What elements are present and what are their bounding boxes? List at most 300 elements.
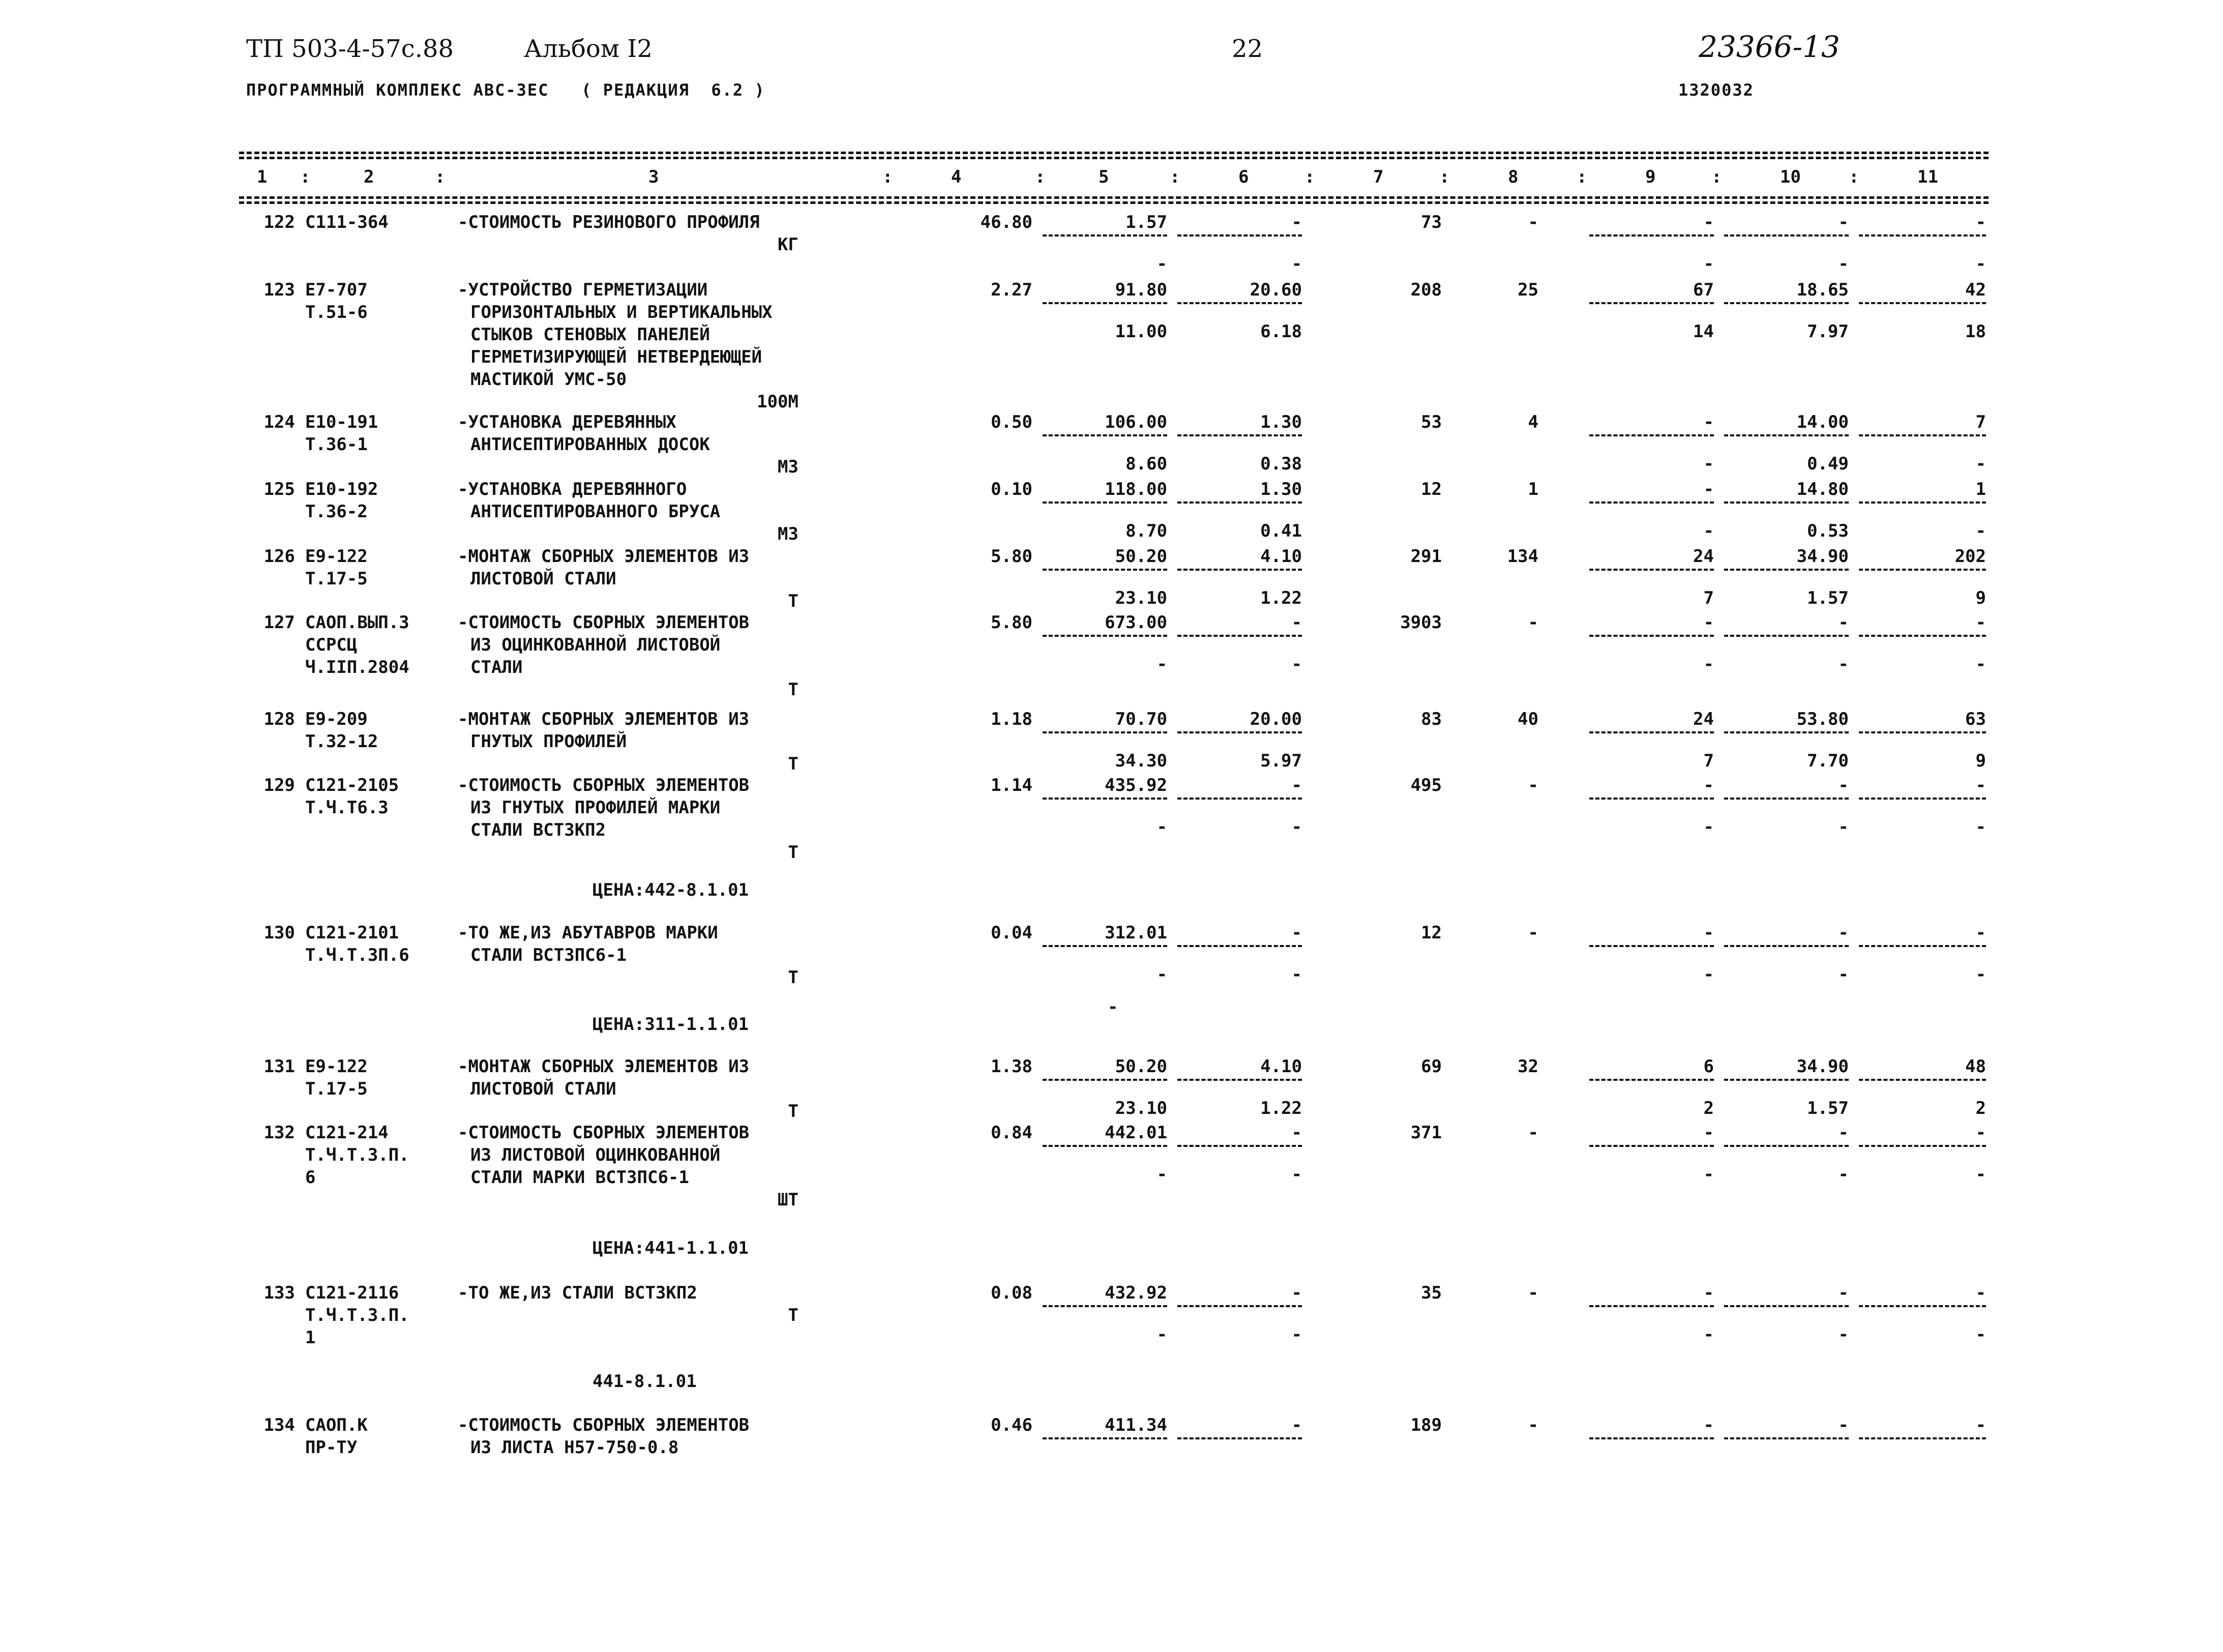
row-description: СТАЛИ — [470, 657, 523, 677]
value-c10: - — [1838, 1123, 1849, 1143]
cost-underline — [1177, 635, 1302, 637]
cost-underline — [1043, 1305, 1167, 1307]
value-c6: 20.00 — [1250, 709, 1302, 729]
value-c7: 69 — [1421, 1056, 1442, 1077]
value-c9: 67 — [1693, 280, 1714, 300]
value-c9: - — [1703, 412, 1714, 432]
row-code: С121-214 — [305, 1123, 389, 1143]
row-code: Е10-191 — [305, 412, 378, 432]
value-c5: 411.34 — [1105, 1415, 1167, 1435]
value-c5: 50.20 — [1115, 546, 1167, 567]
row-description: МАСТИКОЙ УМС-50 — [470, 369, 627, 390]
wage-underline — [1724, 434, 1849, 436]
value-c5b: 11.00 — [1115, 321, 1167, 342]
row-code: С111-364 — [305, 212, 389, 232]
value-c5b: - — [1157, 254, 1167, 274]
value-c11b: - — [1975, 1324, 1986, 1345]
value-c6: - — [1291, 1283, 1302, 1303]
row-code: Т.17-5 — [305, 1079, 368, 1099]
row-code: ПР-ТУ — [305, 1437, 358, 1458]
price-line: ЦЕНА:311-1.1.01 — [592, 1014, 749, 1035]
cost-underline — [1043, 945, 1167, 947]
col-7: 7 — [1373, 167, 1384, 187]
value-c6: - — [1291, 1123, 1302, 1143]
table-top-rule-2 — [239, 157, 1989, 159]
row-number: 130 — [263, 923, 295, 943]
row-code: Т.17-5 — [305, 569, 368, 589]
value-c7: 12 — [1421, 923, 1442, 943]
row-number: 124 — [263, 412, 295, 432]
row-description: ИЗ ЛИСТОВОЙ ОЦИНКОВАННОЙ — [470, 1145, 721, 1165]
col-3: 3 — [648, 167, 659, 187]
col-10: 10 — [1780, 167, 1801, 187]
value-c8: 32 — [1518, 1056, 1538, 1077]
row-description: -СТОИМОСТЬ СБОРНЫХ ЭЛЕМЕНТОВ — [458, 612, 750, 633]
row-code: Т.36-1 — [305, 434, 368, 455]
project-code: ТП 503-4-57с.88 — [246, 35, 454, 63]
value-c5b: 8.60 — [1125, 454, 1167, 474]
wage-underline — [1589, 1145, 1714, 1147]
value-c6b: - — [1291, 817, 1302, 837]
cost-underline — [1177, 945, 1302, 947]
row-code: Т.Ч.Т.3.П. — [305, 1145, 409, 1165]
row-description: ИЗ ОЦИНКОВАННОЙ ЛИСТОВОЙ — [470, 635, 721, 655]
value-c11: 42 — [1965, 280, 1986, 300]
column-header-row: 1 : 2 : 3 : 4 : 5 : 6 : 7 : 8 : 9 : 10 : 11 — [257, 167, 1938, 187]
row-description: -СТОИМОСТЬ СБОРНЫХ ЭЛЕМЕНТОВ — [458, 1123, 750, 1143]
value-c8: 4 — [1528, 412, 1538, 432]
wage-underline — [1589, 798, 1714, 800]
wage-underline — [1724, 1437, 1849, 1439]
value-c4: 0.50 — [991, 412, 1032, 432]
value-c7: 371 — [1410, 1123, 1442, 1143]
value-c9: 24 — [1693, 546, 1714, 567]
value-c10b: - — [1838, 1324, 1849, 1345]
value-c7: 35 — [1421, 1283, 1442, 1303]
value-c10b: 7.97 — [1807, 321, 1849, 342]
wage-underline — [1589, 635, 1714, 637]
row-unit: КГ — [778, 234, 798, 255]
cost-underline — [1043, 434, 1167, 436]
value-c6b: 6.18 — [1260, 321, 1302, 342]
value-c5: 435.92 — [1105, 775, 1167, 795]
value-c9: - — [1703, 1415, 1714, 1435]
value-c8: 134 — [1507, 546, 1538, 567]
wage-underline — [1589, 501, 1714, 504]
value-c4: 1.14 — [991, 775, 1032, 795]
wage-underline — [1724, 302, 1849, 304]
value-c5: 1.57 — [1125, 212, 1167, 232]
row-unit: ШТ — [778, 1190, 798, 1210]
cost-underline — [1177, 569, 1302, 571]
row-description: -ТО ЖЕ,ИЗ СТАЛИ ВСТ3КП2 — [458, 1283, 697, 1303]
value-c11b: 18 — [1965, 321, 1986, 342]
wage-underline — [1859, 1305, 1986, 1307]
row-unit: Т — [788, 591, 798, 611]
cost-underline — [1043, 302, 1167, 304]
cost-underline — [1177, 302, 1302, 304]
value-c9b: - — [1703, 964, 1714, 985]
value-c9b: - — [1703, 654, 1714, 674]
value-c5b: - — [1157, 654, 1167, 674]
cost-underline — [1043, 1145, 1167, 1147]
value-c10: 53.80 — [1796, 709, 1849, 729]
cost-underline — [1043, 234, 1167, 237]
wage-underline — [1859, 302, 1986, 304]
value-c11b: - — [1975, 1164, 1986, 1185]
row-unit: М3 — [778, 524, 798, 544]
value-c8: - — [1528, 1283, 1538, 1303]
value-c10: - — [1838, 923, 1849, 943]
value-c6: 1.30 — [1260, 412, 1302, 432]
row-unit: Т — [788, 1101, 798, 1122]
value-c9b: 7 — [1703, 588, 1714, 608]
cost-underline — [1043, 501, 1167, 504]
row-description: -СТОИМОСТЬ СБОРНЫХ ЭЛЕМЕНТОВ — [458, 1415, 750, 1435]
wage-underline — [1724, 731, 1849, 733]
value-c11: - — [1975, 923, 1986, 943]
col-11: 11 — [1917, 167, 1938, 187]
value-c10b: 1.57 — [1807, 588, 1849, 608]
value-c11b: - — [1975, 454, 1986, 474]
value-c4: 46.80 — [980, 212, 1032, 232]
value-c8: - — [1528, 775, 1538, 795]
value-c5: 70.70 — [1115, 709, 1167, 729]
value-c11b: - — [1975, 521, 1986, 541]
wage-underline — [1859, 569, 1986, 571]
program-line: ПРОГРАММНЫЙ КОМПЛЕКС АВС-3ЕС ( РЕДАКЦИЯ 6.2 ) — [246, 80, 765, 100]
row-code: Е9-122 — [305, 546, 368, 567]
value-c8: - — [1528, 1415, 1538, 1435]
value-c10: - — [1838, 775, 1849, 795]
wage-underline — [1724, 635, 1849, 637]
value-c5b: 23.10 — [1115, 1098, 1167, 1118]
value-c6: 1.30 — [1260, 479, 1302, 499]
value-c11: - — [1975, 775, 1986, 795]
wage-underline — [1724, 234, 1849, 237]
wage-underline — [1589, 569, 1714, 571]
row-description: -УСТАНОВКА ДЕРЕВЯННЫХ — [458, 412, 676, 432]
table-top-rule — [239, 152, 1989, 154]
price-line: ЦЕНА:441-1.1.01 — [592, 1238, 749, 1258]
value-c11: - — [1975, 1283, 1986, 1303]
value-c5b: - — [1157, 817, 1167, 837]
value-c9: - — [1703, 1123, 1714, 1143]
value-c11: 63 — [1965, 709, 1986, 729]
value-c8: 1 — [1528, 479, 1538, 499]
cost-underline — [1177, 1079, 1302, 1081]
row-code: Е7-707 — [305, 280, 368, 300]
value-c10: - — [1838, 1283, 1849, 1303]
col-1: 1 — [257, 167, 268, 187]
row-code: САОП.К — [305, 1415, 368, 1435]
value-c8: - — [1528, 923, 1538, 943]
value-c4: 0.08 — [991, 1283, 1032, 1303]
wage-underline — [1724, 501, 1849, 504]
row-unit: Т — [788, 680, 798, 700]
value-c7: 189 — [1410, 1415, 1442, 1435]
stray-dash: - — [1108, 997, 1118, 1017]
wage-underline — [1859, 501, 1986, 504]
value-c6b: 1.22 — [1260, 588, 1302, 608]
value-c9b: - — [1703, 254, 1714, 274]
value-c11b: - — [1975, 254, 1986, 274]
value-c7: 53 — [1421, 412, 1442, 432]
value-c6b: 1.22 — [1260, 1098, 1302, 1118]
row-description: АНТИСЕПТИРОВАННЫХ ДОСОК — [470, 434, 710, 455]
row-unit: Т — [788, 842, 798, 863]
value-c4: 1.18 — [991, 709, 1032, 729]
value-c11: 7 — [1975, 412, 1986, 432]
row-description: СТАЛИ МАРКИ ВСТ3ПС6-1 — [470, 1167, 689, 1188]
wage-underline — [1589, 434, 1714, 436]
row-code: Т.36-2 — [305, 501, 368, 522]
col-2: 2 — [364, 167, 374, 187]
col-8: 8 — [1508, 167, 1519, 187]
value-c10b: 7.70 — [1807, 751, 1849, 771]
page-number: 22 — [1232, 35, 1263, 63]
cost-underline — [1043, 569, 1167, 571]
row-number: 131 — [263, 1056, 295, 1077]
row-code: Т.Ч.Т.3П.6 — [305, 945, 409, 965]
row-description: -УСТАНОВКА ДЕРЕВЯННОГО — [458, 479, 687, 499]
row-unit: Т — [788, 967, 798, 988]
wage-underline — [1589, 234, 1714, 237]
wage-underline — [1859, 1145, 1986, 1147]
row-number: 132 — [263, 1123, 295, 1143]
value-c4: 0.10 — [991, 479, 1032, 499]
row-description: СТЫКОВ СТЕНОВЫХ ПАНЕЛЕЙ — [470, 324, 710, 345]
row-code: Ч.IIП.2804 — [305, 657, 409, 677]
value-c6: 4.10 — [1260, 546, 1302, 567]
cost-underline — [1177, 1305, 1302, 1307]
row-description: СТАЛИ ВСТ3ПС6-1 — [470, 945, 627, 965]
row-description: ИЗ ГНУТЫХ ПРОФИЛЕЙ МАРКИ — [470, 798, 721, 818]
value-c6b: 0.38 — [1260, 454, 1302, 474]
value-c11: - — [1975, 612, 1986, 633]
row-description: -МОНТАЖ СБОРНЫХ ЭЛЕМЕНТОВ ИЗ — [458, 1056, 750, 1077]
row-code: Т.51-6 — [305, 302, 368, 322]
cost-underline — [1043, 731, 1167, 733]
value-c5: 91.80 — [1115, 280, 1167, 300]
value-c10: 34.90 — [1796, 1056, 1849, 1077]
row-number: 133 — [263, 1283, 295, 1303]
wage-underline — [1589, 731, 1714, 733]
value-c10b: - — [1838, 964, 1849, 985]
value-c5b: 34.30 — [1115, 751, 1167, 771]
value-c11b: 9 — [1975, 751, 1986, 771]
value-c9: 24 — [1693, 709, 1714, 729]
row-description: ГЕРМЕТИЗИРУЮЩЕЙ НЕТВЕРДЕЮЩЕЙ — [470, 347, 762, 367]
wage-underline — [1589, 1437, 1714, 1439]
cost-underline — [1177, 731, 1302, 733]
value-c7: 3903 — [1400, 612, 1442, 633]
col-6: 6 — [1238, 167, 1249, 187]
value-c6: - — [1291, 923, 1302, 943]
row-code: Е9-122 — [305, 1056, 368, 1077]
value-c6: 20.60 — [1250, 280, 1302, 300]
value-c7: 83 — [1421, 709, 1442, 729]
row-code: С121-2105 — [305, 775, 399, 795]
cost-underline — [1043, 1437, 1167, 1439]
value-c10: - — [1838, 1415, 1849, 1435]
row-code: 1 — [305, 1328, 316, 1348]
value-c10: - — [1838, 212, 1849, 232]
wage-underline — [1589, 1079, 1714, 1081]
value-c10: - — [1838, 612, 1849, 633]
value-c10: 34.90 — [1796, 546, 1849, 567]
value-c11b: 9 — [1975, 588, 1986, 608]
value-c6b: - — [1291, 964, 1302, 985]
value-c5b: - — [1157, 1324, 1167, 1345]
row-unit: Т — [788, 754, 798, 774]
value-c6b: 0.41 — [1260, 521, 1302, 541]
value-c11: 48 — [1965, 1056, 1986, 1077]
value-c5b: 23.10 — [1115, 588, 1167, 608]
wage-underline — [1859, 731, 1986, 733]
row-code: Т.Ч.Т6.3 — [305, 798, 389, 818]
value-c5: 118.00 — [1105, 479, 1167, 499]
wage-underline — [1589, 302, 1714, 304]
album-label: Альбом I2 — [524, 35, 653, 63]
row-description: ЛИСТОВОЙ СТАЛИ — [470, 569, 616, 589]
value-c11: 202 — [1954, 546, 1986, 567]
value-c4: 5.80 — [991, 546, 1032, 567]
value-c9b: 2 — [1703, 1098, 1714, 1118]
value-c8: 25 — [1518, 280, 1538, 300]
wage-underline — [1589, 1305, 1714, 1307]
row-description: ГОРИЗОНТАЛЬНЫХ И ВЕРТИКАЛЬНЫХ — [470, 302, 773, 322]
col-5: 5 — [1099, 167, 1109, 187]
row-number: 126 — [263, 546, 295, 567]
price-line: ЦЕНА:442-8.1.01 — [592, 880, 749, 900]
value-c9: - — [1703, 612, 1714, 633]
value-c7: 73 — [1421, 212, 1442, 232]
cost-underline — [1177, 1437, 1302, 1439]
value-c7: 12 — [1421, 479, 1442, 499]
row-description: -МОНТАЖ СБОРНЫХ ЭЛЕМЕНТОВ ИЗ — [458, 546, 750, 567]
wage-underline — [1859, 798, 1986, 800]
value-c6b: 5.97 — [1260, 751, 1302, 771]
wage-underline — [1859, 635, 1986, 637]
table-header-rule-2 — [239, 201, 1989, 204]
value-c5: 50.20 — [1115, 1056, 1167, 1077]
row-description: АНТИСЕПТИРОВАННОГО БРУСА — [470, 501, 721, 522]
row-number: 134 — [263, 1415, 295, 1435]
wage-underline — [1724, 945, 1849, 947]
value-c6: - — [1291, 612, 1302, 633]
value-c5b: - — [1157, 1164, 1167, 1185]
row-description: -УСТРОЙСТВО ГЕРМЕТИЗАЦИИ — [458, 280, 708, 300]
row-number: 127 — [263, 612, 295, 633]
value-c9b: - — [1703, 817, 1714, 837]
value-c5: 106.00 — [1105, 412, 1167, 432]
row-number: 125 — [263, 479, 295, 499]
value-c8: - — [1528, 612, 1538, 633]
value-c7: 208 — [1410, 280, 1442, 300]
value-c7: 291 — [1410, 546, 1442, 567]
value-c11: 1 — [1975, 479, 1986, 499]
wage-underline — [1589, 945, 1714, 947]
cost-underline — [1177, 798, 1302, 800]
row-code: С121-2116 — [305, 1283, 399, 1303]
value-c6b: - — [1291, 1164, 1302, 1185]
value-c5: 442.01 — [1105, 1123, 1167, 1143]
cost-underline — [1177, 501, 1302, 504]
cost-underline — [1043, 1079, 1167, 1081]
value-c10b: - — [1838, 654, 1849, 674]
cost-underline — [1177, 434, 1302, 436]
wage-underline — [1724, 1305, 1849, 1307]
value-c6b: - — [1291, 654, 1302, 674]
wage-underline — [1724, 1145, 1849, 1147]
value-c5: 312.01 — [1105, 923, 1167, 943]
value-c5: 432.92 — [1105, 1283, 1167, 1303]
value-c9: - — [1703, 775, 1714, 795]
cost-underline — [1043, 635, 1167, 637]
value-c9: 6 — [1703, 1056, 1714, 1077]
row-code: 6 — [305, 1167, 316, 1188]
value-c9: - — [1703, 479, 1714, 499]
cost-underline — [1177, 234, 1302, 237]
value-c10: 18.65 — [1796, 280, 1849, 300]
value-c9b: - — [1703, 1324, 1714, 1345]
value-c8: - — [1528, 212, 1538, 232]
row-code: Е9-209 — [305, 709, 368, 729]
value-c6: - — [1291, 775, 1302, 795]
row-code: САОП.ВЫП.3 — [305, 612, 409, 633]
value-c5: 673.00 — [1105, 612, 1167, 633]
value-c9b: 14 — [1693, 321, 1714, 342]
value-c4: 2.27 — [991, 280, 1032, 300]
value-c10: 14.00 — [1796, 412, 1849, 432]
value-c11b: - — [1975, 654, 1986, 674]
value-c10b: 0.53 — [1807, 521, 1849, 541]
row-number: 129 — [263, 775, 295, 795]
row-description: ИЗ ЛИСТА Н57-750-0.8 — [470, 1437, 679, 1458]
value-c10b: 1.57 — [1807, 1098, 1849, 1118]
value-c5b: 8.70 — [1125, 521, 1167, 541]
wage-underline — [1859, 1437, 1986, 1439]
value-c9b: - — [1703, 1164, 1714, 1185]
table-header-rule — [239, 196, 1989, 199]
value-c11: - — [1975, 212, 1986, 232]
value-c8: 40 — [1518, 709, 1538, 729]
row-description: -СТОИМОСТЬ РЕЗИНОВОГО ПРОФИЛЯ — [458, 212, 760, 232]
value-c6b: - — [1291, 254, 1302, 274]
row-description: -ТО ЖЕ,ИЗ АБУТАВРОВ МАРКИ — [458, 923, 718, 943]
row-code: ССРСЦ — [305, 635, 358, 655]
col-9: 9 — [1645, 167, 1656, 187]
wage-underline — [1859, 234, 1986, 237]
row-description: СТАЛИ ВСТ3КП2 — [470, 820, 606, 840]
row-unit: 100М — [757, 392, 798, 412]
value-c9b: - — [1703, 454, 1714, 474]
col-4: 4 — [951, 167, 962, 187]
value-c11b: 2 — [1975, 1098, 1986, 1118]
row-number: 122 — [263, 212, 295, 232]
value-c8: - — [1528, 1123, 1538, 1143]
value-c4: 5.80 — [991, 612, 1032, 633]
value-c6b: - — [1291, 1324, 1302, 1345]
cost-underline — [1177, 1145, 1302, 1147]
value-c4: 1.38 — [991, 1056, 1032, 1077]
row-description: ЛИСТОВОЙ СТАЛИ — [470, 1079, 616, 1099]
row-code: Т.32-12 — [305, 731, 378, 752]
value-c6: - — [1291, 1415, 1302, 1435]
row-unit: М3 — [778, 457, 798, 477]
value-c7: 495 — [1410, 775, 1442, 795]
